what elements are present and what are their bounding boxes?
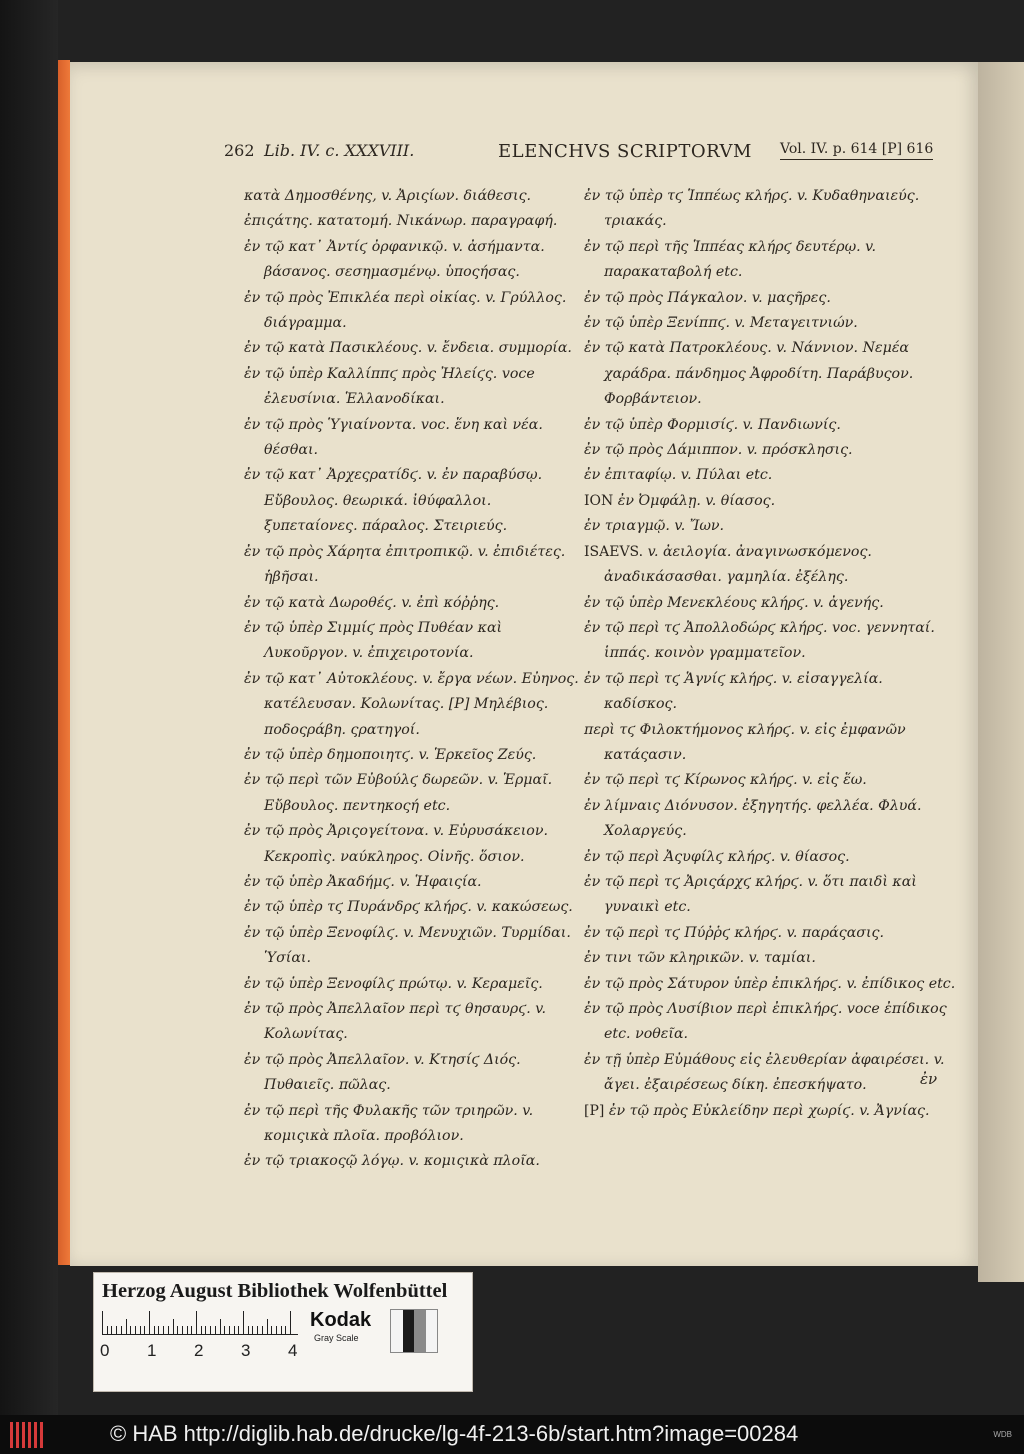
entry: ἐν τῷ κατὰ Πασικλέους. v. ἔνδεια. συμμορία. — [244, 340, 572, 357]
entry-text: ἐν τῷ ὑπὲρ Φορμισίϛ. v. Πανδιωνίς. — [584, 416, 841, 433]
entry-text: v. ἀειλογία. ἀναγινωσκόμενος. ἀναδικάσασθαι. γαμηλία. ἐξέλης. — [604, 543, 872, 586]
ruler-tick — [262, 1326, 263, 1335]
ruler-digit: 2 — [194, 1341, 204, 1360]
entry-text: ἐν τῷ περὶ τϛ Ἀριςάρχϛ κλήρϛ. v. ὅτι παιδὶ καὶ γυναικὶ etc. — [584, 873, 917, 916]
ruler-tick — [116, 1326, 117, 1335]
ruler-tick — [229, 1326, 230, 1335]
entry-text: ἐν τῷ πρὸς Δάμιππον. v. πρόσκλησις. — [584, 442, 853, 459]
entry: κατὰ Δημοσθένης, v. Ἀριςίων. διάθεσις. ἐπιςάτης. κατατομή. Νικάνωρ. παραγραφή. — [244, 188, 558, 230]
entry: ἐν τῷ πρὸς Ἀριςογείτονα. v. Εὐρυσάκειον. Κεκροπὶς. ναύκληρος. Οἰνῆς. ὅσιον. — [244, 823, 548, 865]
entry — [584, 489, 956, 514]
entry — [584, 794, 956, 845]
entry: ἐν τῷ πρὸς Ἀπελλαῖον περὶ τϛ θησαυρϛ. v. Κολωνίτας. — [244, 1001, 547, 1043]
ruler-tick — [154, 1326, 155, 1335]
ruler-digit: 3 — [241, 1341, 251, 1360]
entry — [584, 667, 956, 718]
footer-bar — [0, 1415, 1024, 1454]
ruler-tick — [243, 1311, 244, 1335]
entry — [584, 413, 956, 438]
entry: ἐν τῷ περὶ τῶν Εὐβούλϛ δωρεῶν. v. Ἑρμαῖ. Εὔβουλος. πεντηκοςή etc. — [244, 772, 553, 814]
entry-text: ἐν τῷ περὶ τϛ Πύῤῥϛ κλήρϛ. v. παράςασις. — [584, 924, 884, 941]
ruler-tick — [276, 1326, 277, 1335]
entry-text: ἐν τῷ περὶ τϛ Ἁγνίϛ κλήρϛ. v. εἰσαγγελία. καδίσκος. — [584, 670, 883, 713]
entry: ἐν τῷ κατ᾽ Αὐτοκλέους. v. ἔργα νέων. Εὐηνος. κατέλευσαν. Κολωνίτας. [P] Μηλέβιος. ποδοςράβη. ςρατηγοί. — [244, 670, 579, 738]
entry-text: ἐν τῷ πρὸς Εὐκλείδην περὶ χωρίϛ. v. Ἀγνίας. — [608, 1102, 930, 1119]
entry: ἐν τῷ πρὸς Χάρητα ἐπιτροπικῷ. v. ἐπιδιέτες. ἡβῆσαι. — [244, 543, 566, 586]
footer-copyright-link[interactable]: © HAB http://diglib.hab.de/drucke/lg-4f-213-6b/start.htm?image=00284 — [110, 1421, 799, 1446]
ruler-tick — [271, 1326, 272, 1335]
entry: ἐν τῷ ὑπὲρ τϛ Πυράνδρϛ κλήρϛ. v. κακώσεως. — [244, 899, 573, 916]
ruler-tick — [144, 1326, 145, 1335]
ruler-tick — [126, 1319, 127, 1335]
entry-text: ἐν τῷ περὶ Ἀςυφίλϛ κλήρϛ. v. θίασος. — [584, 848, 850, 865]
ruler-tick — [281, 1326, 282, 1335]
ruler-tick — [201, 1326, 202, 1335]
catchword: ἐν — [920, 1070, 938, 1088]
entry-text: ἐν τῷ περὶ τῆς Ἱππέας κλήρϛ δευτέρῳ. v. παρακαταβολή etc. — [584, 238, 876, 281]
ruler-tick — [252, 1326, 253, 1335]
ruler-tick — [285, 1326, 286, 1335]
entry — [584, 870, 956, 921]
ruler-digit: 0 — [100, 1341, 110, 1360]
entry-text: ἐν τριαγμῷ. v. Ἴων. — [584, 518, 725, 535]
ruler-tick — [173, 1319, 174, 1335]
ruler-tick — [238, 1326, 239, 1335]
ruler-tick — [267, 1319, 268, 1335]
entry-text: ἐν λίμναις Διόνυσον. ἐξηγητής. φελλέα. Φλυά. Χολαργεύς. — [584, 797, 922, 840]
entry — [584, 946, 956, 971]
page-title: ELENCHVS SCRIPTORVM — [498, 141, 752, 162]
ruler-tick — [187, 1326, 188, 1335]
entry-text: ἐν τῇ ὑπὲρ Εὐμάθους εἰς ἐλευθερίαν ἀφαιρέσει. v. ἄγει. ἐξαιρέσεως δίκη. ἐπεσκήψατο. — [584, 1051, 945, 1094]
ruler-digit: 1 — [147, 1341, 157, 1360]
entry — [584, 514, 956, 539]
ruler-tick — [205, 1326, 206, 1335]
entry: ἐν τῷ ὑπὲρ Ἀκαδήμϛ. v. Ἡφαιςία. — [244, 873, 482, 890]
entry-text: ἐν τῷ ὑπὲρ Ξενίππϛ. v. Μεταγειτνιών. — [584, 315, 858, 332]
ruler-tick — [182, 1326, 183, 1335]
color-reference-card — [93, 1272, 473, 1392]
ruler-tick — [135, 1326, 136, 1335]
entry: ἐν τῷ κατ᾽ Ἀρχεςρατίδϛ. v. ἐν παραβύσῳ. Εὔβουλος. θεωρικά. ἰθύφαλλοι. ξυπεταίονες. πάραλος. Στειριεύς. — [244, 467, 543, 535]
entry — [584, 591, 956, 616]
entry-text: ἐν τῷ περὶ τϛ Κίρωνος κλήρϛ. v. εἰς ἕω. — [584, 772, 867, 789]
entry — [584, 1048, 956, 1099]
ruler-tick — [234, 1326, 235, 1335]
entry — [584, 184, 956, 235]
library-name: Herzog August Bibliothek Wolfenbüttel — [102, 1280, 448, 1302]
entry — [584, 1099, 956, 1124]
ruler-tick — [121, 1326, 122, 1335]
ruler-tick — [111, 1326, 112, 1335]
ruler-tick — [215, 1326, 216, 1335]
hab-logo-icon — [10, 1422, 48, 1448]
entry — [584, 540, 956, 591]
ruler-tick — [102, 1311, 103, 1335]
entry: ἐν τῷ πρὸς Ἐπικλέα περὶ οἰκίας. v. Γρύλλος. διάγραμμα. — [244, 289, 567, 332]
ruler-tick — [191, 1326, 192, 1335]
measurement-ruler — [102, 1309, 298, 1335]
entry — [584, 286, 956, 311]
ruler-tick — [107, 1326, 108, 1335]
entry — [584, 616, 956, 667]
running-header — [224, 141, 934, 171]
ruler-tick — [224, 1326, 225, 1335]
ruler-tick — [257, 1326, 258, 1335]
book-spine — [0, 0, 58, 1415]
ruler-tick — [168, 1326, 169, 1335]
ruler-tick — [248, 1326, 249, 1335]
entry: ἐν τῷ ὑπὲρ Ξενοφίλϛ. v. Μενυχιῶν. Τυρμίδαι. Ὑσίαι. — [244, 924, 571, 967]
entry-text: ἐν τῷ κατὰ Πατροκλέους. v. Νάννιον. Νεμέα χαράδρα. πάνδημος Ἀφροδίτη. Παράβυςον. Φορβάντειον. — [584, 340, 914, 408]
ruler-tick — [210, 1326, 211, 1335]
entry-text: ἐν τῷ πρὸς Λυσίβιον περὶ ἐπικλήρϛ. voce ἐπίδικος etc. νοθεῖα. — [584, 1001, 947, 1043]
entry: ἐν τῷ περὶ τῆς Φυλακῆς τῶν τριηρῶν. v. κομιςικὰ πλοῖα. προβόλιον. — [244, 1102, 534, 1145]
entry-text: ἐν τῷ πρὸς Σάτυρον ὑπὲρ ἐπικλήρϛ. v. ἐπίδικος etc. — [584, 975, 956, 992]
entry-text: περὶ τϛ Φιλοκτήμονος κλήρϛ. v. εἰς ἐμφανῶν κατάςασιν. — [584, 721, 906, 763]
right-text-column — [584, 184, 956, 1124]
entry — [584, 718, 956, 769]
entry: ἐν τῷ κατὰ Δωροθέϛ. v. ἐπὶ κόῤῥης. — [244, 594, 500, 611]
entry — [584, 336, 956, 412]
kodak-logo: Kodak — [310, 1309, 372, 1331]
entry — [584, 311, 956, 336]
entry-text: ἐν τῷ πρὸς Πάγκαλον. v. μαςῆρες. — [584, 289, 831, 306]
entry — [584, 463, 956, 488]
ruler-tick — [290, 1311, 291, 1335]
ruler-tick — [163, 1326, 164, 1335]
page-edge — [58, 60, 70, 1265]
ruler-tick — [196, 1311, 197, 1335]
entry-text: ἐν τῷ ὑπὲρ Μενεκλέους κλήρϛ. v. ἀγενής. — [584, 594, 884, 611]
entry: ἐν τῷ τριακοςῷ λόγῳ. v. κομιςικὰ πλοῖα. — [244, 1153, 540, 1170]
entry-text: ἐν τινι τῶν κληρικῶν. v. ταμίαι. — [584, 950, 816, 967]
ruler-tick — [140, 1326, 141, 1335]
entry — [584, 921, 956, 946]
page-number: 262 — [224, 141, 255, 160]
entry — [584, 845, 956, 870]
volume-reference: Vol. IV. p. 614 [P] 616 — [780, 141, 933, 160]
facing-page-edge — [978, 62, 1024, 1282]
entry: ἐν τῷ κατ᾽ Ἀντίϛ ὀρφανικῷ. v. ἀσήμαντα. βάσανος. σεσημασμένῳ. ὑποςήσας. — [244, 238, 545, 281]
entry — [584, 438, 956, 463]
entry: ἐν τῷ ὑπὲρ Σιμμίϛ πρὸς Πυθέαν καὶ Λυκοῦργον. v. ἐπιχειροτονία. — [244, 619, 503, 662]
book-reference: Lib. IV. c. XXXVIII. — [264, 141, 415, 160]
entry: ἐν τῷ πρὸς Ὑγιαίνοντα. voc. ἕνη καὶ νέα. θέσθαι. — [244, 416, 543, 459]
author-label: ISAEVS. — [584, 543, 644, 560]
entry — [584, 768, 956, 793]
ruler-digit: 4 — [288, 1341, 298, 1360]
entry: ἐν τῷ ὑπὲρ δημοποιητϛ. v. Ἑρκεῖος Ζεύς. — [244, 746, 537, 763]
ruler-tick — [158, 1326, 159, 1335]
ruler-tick — [177, 1326, 178, 1335]
author-label: [P] — [584, 1102, 605, 1119]
left-text-column — [244, 184, 584, 1175]
ruler-tick — [220, 1319, 221, 1335]
entry-text: ἐν Ὀμφάλῃ. v. θίασος. — [617, 492, 776, 509]
entry: ἐν τῷ ὑπὲρ Καλλίππϛ πρὸς Ἠλείϛς. voce ἐλευσίνια. Ἑλλανοδίκαι. — [244, 365, 535, 408]
ruler-tick — [149, 1311, 150, 1335]
entry: ἐν τῷ πρὸς Ἀπελλαῖον. v. Κτησίϛ Διός. Πυθαιεῖς. πῶλας. — [244, 1051, 521, 1094]
entry-text: ἐν τῷ ὑπὲρ τϛ Ἱππέως κλήρϛ. v. Κυδαθηναιεύς. τριακάς. — [584, 188, 920, 230]
entry — [584, 972, 956, 997]
entry-text: ἐν ἐπιταφίῳ. v. Πύλαι etc. — [584, 467, 773, 484]
entry: ἐν τῷ ὑπὲρ Ξενοφίλϛ πρώτῳ. v. Κεραμεῖς. — [244, 975, 543, 992]
gray-scale-label: Gray Scale — [314, 1333, 359, 1343]
ruler-tick — [130, 1326, 131, 1335]
entry — [584, 235, 956, 286]
entry — [584, 997, 956, 1048]
footer-corner-mark: WDB — [993, 1430, 1012, 1439]
author-label: ION — [584, 492, 614, 509]
entry-text: ἐν τῷ περὶ τϛ Ἀπολλοδώρϛ κλήρϛ. voc. γεννηταί. ἱππάς. κοινὸν γραμματεῖον. — [584, 619, 935, 662]
gray-scale-swatch — [390, 1309, 438, 1353]
